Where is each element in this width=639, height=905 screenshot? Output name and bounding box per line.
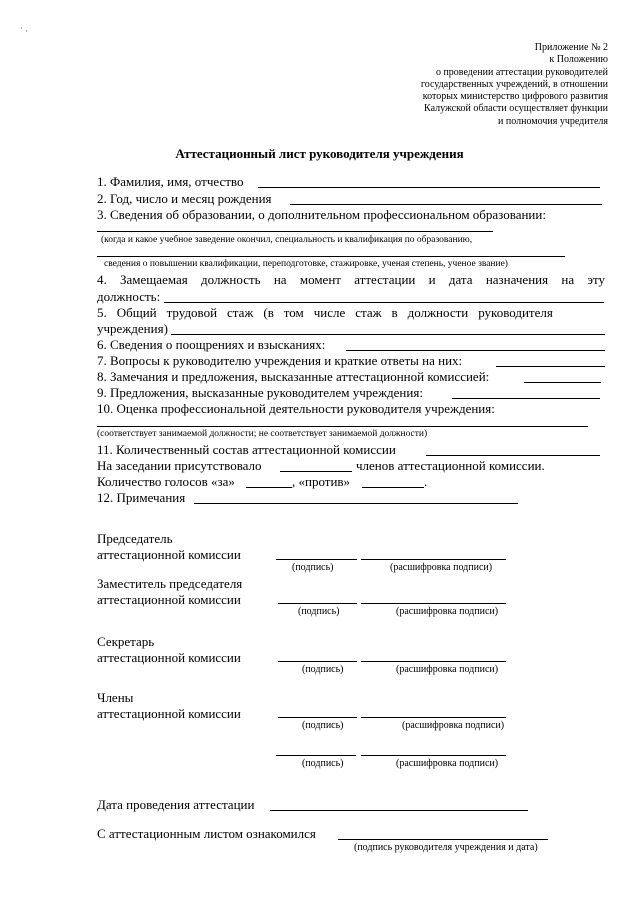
sig-secretary-decode-caption: (расшифровка подписи): [396, 664, 499, 675]
scan-mark: ˙ ·: [20, 26, 29, 36]
sig-role-members-2: аттестационной комиссии: [97, 706, 241, 721]
item-3-line-2[interactable]: [97, 256, 565, 257]
sig-chair-caption: (подпись): [292, 562, 334, 573]
sig-secretary-caption: (подпись): [302, 664, 344, 675]
date-line[interactable]: [270, 810, 528, 811]
appendix-line: государственных учреждений, в отношении: [420, 78, 608, 90]
sig-role-chair-2: аттестационной комиссии: [97, 547, 241, 562]
sig-vice-decode-line[interactable]: [361, 603, 506, 604]
item-2-line[interactable]: [290, 204, 602, 205]
ack-note: (подпись руководителя учреждения и дата): [354, 842, 538, 853]
sig-vice-line[interactable]: [278, 603, 357, 604]
votes-period: .: [424, 474, 428, 489]
item-10-line[interactable]: [97, 426, 588, 427]
sig-member-1-decode-line[interactable]: [361, 717, 506, 718]
item-9-line[interactable]: [452, 398, 600, 399]
sig-vice-caption: (подпись): [298, 606, 340, 617]
sig-member-2-decode-line[interactable]: [361, 755, 506, 756]
present-count-line[interactable]: [280, 471, 352, 472]
item-4-label: 4. Замещаемая должность на момент аттестации и дата назначения на эту: [97, 272, 605, 287]
item-12-line[interactable]: [194, 503, 518, 504]
votes-against-line[interactable]: [362, 487, 424, 488]
sig-chair-decode-line[interactable]: [361, 559, 506, 560]
sig-member-2-decode-caption: (расшифровка подписи): [396, 758, 499, 769]
sig-member-2-line[interactable]: [276, 755, 356, 756]
item-1-label: 1. Фамилия, имя, отчество: [97, 174, 244, 189]
item-12-label: 12. Примечания: [97, 490, 186, 505]
sig-role-secretary: Секретарь: [97, 634, 155, 649]
sig-role-vice-2: аттестационной комиссии: [97, 592, 241, 607]
sig-secretary-decode-line[interactable]: [361, 661, 506, 662]
item-10-note: (соответствует занимаемой должности; не соответствует занимаемой должности): [97, 429, 428, 439]
appendix-line: которых министерство цифрового развития: [422, 91, 608, 103]
present-label: На заседании присутствовало: [97, 458, 262, 473]
date-label: Дата проведения аттестации: [97, 797, 255, 812]
item-4-line[interactable]: [164, 302, 604, 303]
ack-line[interactable]: [338, 839, 548, 840]
appendix-line: о проведении аттестации руководителей: [435, 66, 608, 78]
item-5-label: 5. Общий трудовой стаж (в том числе стаж в должности руководителя: [97, 305, 553, 320]
ack-label: С аттестационным листом ознакомился: [97, 826, 316, 841]
present-label-end: членов аттестационной комиссии.: [356, 458, 545, 473]
item-6-line[interactable]: [346, 350, 605, 351]
appendix-line: и полномочия учредителя: [498, 115, 608, 127]
appendix-line: Калужской области осуществляет функции: [424, 103, 608, 115]
item-6-label: 6. Сведения о поощрениях и взысканиях:: [97, 337, 326, 352]
sig-vice-decode-caption: (расшифровка подписи): [396, 606, 499, 617]
item-10-label: 10. Оценка профессиональной деятельности руководителя учреждения:: [97, 401, 495, 416]
sig-member-1-decode-caption: (расшифровка подписи): [402, 720, 505, 731]
document-title: Аттестационный лист руководителя учреждения: [175, 146, 464, 161]
item-11-label: 11. Количественный состав аттестационной комиссии: [97, 442, 396, 457]
item-2-label: 2. Год, число и месяц рождения: [97, 191, 272, 206]
item-3-note-2: сведения о повышении квалификации, переподготовке, стажировке, ученая степень, ученое звание): [104, 259, 508, 269]
sig-member-1-line[interactable]: [278, 717, 357, 718]
item-3-line-1[interactable]: [97, 231, 493, 232]
item-5-label-2: учреждения): [97, 321, 168, 336]
item-4-label-2: должность:: [97, 289, 161, 304]
sig-role-chair: Председатель: [97, 531, 173, 546]
sig-member-2-caption: (подпись): [302, 758, 344, 769]
item-11-line[interactable]: [426, 455, 600, 456]
sig-member-1-caption: (подпись): [302, 720, 344, 731]
item-8-label: 8. Замечания и предложения, высказанные аттестационной комиссией:: [97, 369, 490, 384]
sig-chair-decode-caption: (расшифровка подписи): [390, 562, 493, 573]
sig-role-members: Члены: [97, 690, 134, 705]
item-5-line[interactable]: [171, 334, 605, 335]
item-1-line[interactable]: [258, 187, 600, 188]
votes-for-line[interactable]: [246, 487, 292, 488]
item-3-note-1: (когда и какое учебное заведение окончил, специальность и квалификация по образованию,: [101, 235, 473, 245]
item-3-label: 3. Сведения об образовании, о дополнительном профессиональном образовании:: [97, 207, 546, 222]
appendix-line: к Положению: [549, 54, 608, 66]
votes-for-label: Количество голосов «за»: [97, 474, 235, 489]
appendix-line: Приложение № 2: [534, 42, 608, 53]
appendix-header: [360, 42, 608, 128]
votes-against-label: , «против»: [292, 474, 351, 489]
item-8-line[interactable]: [524, 382, 601, 383]
sig-chair-line[interactable]: [276, 559, 357, 560]
sig-role-vice: Заместитель председателя: [97, 576, 243, 591]
item-7-label: 7. Вопросы к руководителю учреждения и краткие ответы на них:: [97, 353, 463, 368]
sig-secretary-line[interactable]: [278, 661, 357, 662]
sig-role-secretary-2: аттестационной комиссии: [97, 650, 241, 665]
item-7-line[interactable]: [496, 366, 605, 367]
item-9-label: 9. Предложения, высказанные руководителем учреждения:: [97, 385, 423, 400]
